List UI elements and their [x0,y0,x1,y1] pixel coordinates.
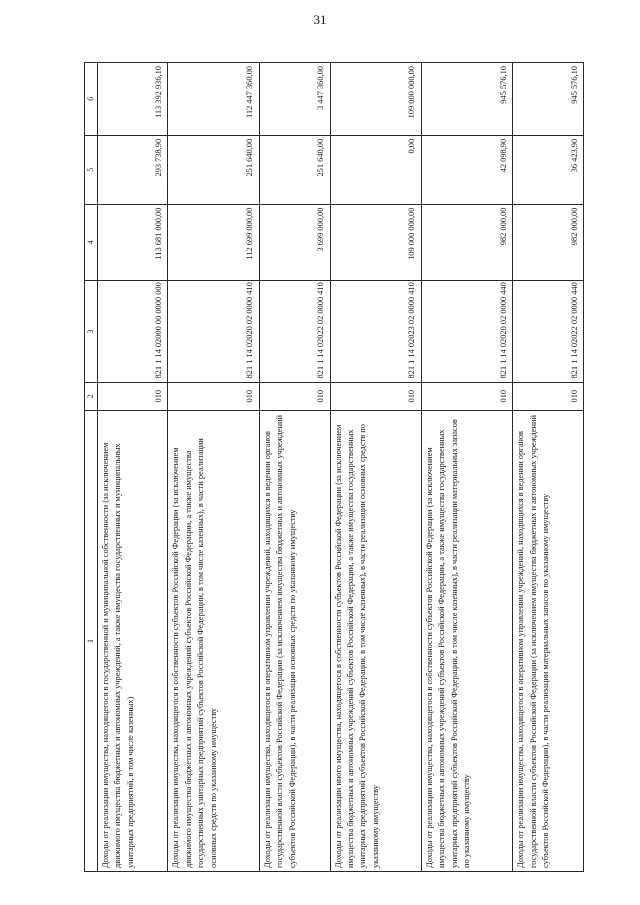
row-budget-code: 821 1 14 02022 02 0000 410 [259,281,330,382]
row-description: Доходы от реализации имущества, находящегося в собственности субъектов Российской Федерации (за исключением имущества бюджетных и автономных учреждений субъектов Российской Федерации, а также имущества государственных унитарных предприятий субъектов Российской Федерации, в том числе казенных), в части реализации материальных запасов по указанному имуществу [421,410,512,871]
row-value-col6: 3 447 360,00 [259,63,330,136]
row-budget-code: 821 1 14 02022 02 0000 440 [513,281,584,382]
row-line-code: 010 [513,382,584,410]
rotated-table-area [84,62,584,872]
header-cell-1: 1 [85,410,98,871]
row-budget-code: 821 1 14 02000 00 0000 000 [97,281,168,382]
row-value-col5: 36 423,90 [513,135,584,204]
row-budget-code: 821 1 14 02020 02 0000 440 [421,281,512,382]
row-description: Доходы от реализации имущества, находящегося в оперативном управлении учреждений, находящихся в ведении органов государственной власти субъектов Российской Федерации (за исключением имущества бюджетных и автономных учреждений субъектов Российской Федерации), в части реализации основных средств по указанному имуществу [259,410,330,871]
row-value-col4: 982 000,00 [421,204,512,281]
table-row [513,63,584,872]
row-value-col4: 982 000,00 [513,204,584,281]
row-value-col4: 112 699 000,00 [168,204,259,281]
table-row [330,63,421,872]
row-value-col5: 251 640,00 [168,135,259,204]
table-rotator [84,62,584,872]
row-value-col6: 109 000 000,00 [330,63,421,136]
row-value-col5: 251 640,00 [259,135,330,204]
row-line-code: 010 [97,382,168,410]
table-row [421,63,512,872]
row-budget-code: 821 1 14 02020 02 0000 410 [168,281,259,382]
row-value-col4: 109 000 000,00 [330,204,421,281]
row-value-col6: 113 392 936,10 [97,63,168,136]
header-cell-3: 3 [85,281,98,382]
row-description: Доходы от реализации имущества, находящегося в собственности субъектов Российской Федерации (за исключением движимого имущества бюджетных и автономных учреждений субъектов Российской Федерации, а также имущества государственных унитарных предприятий субъектов Российской Федерации, в том числе казенных), в части реализации основных средств по указанному имуществу [168,410,259,871]
budget-table [84,62,584,872]
table-row [97,63,168,872]
row-description: Доходы от реализации имущества, находящегося в оперативном управлении учреждений, находящихся в ведении органов государственной власти субъектов Российской Федерации (за исключением имущества бюджетных и автономных учреждений субъектов Российской Федерации), в части реализации материальных запасов по указанному имуществу [513,410,584,871]
page-number: 31 [313,12,327,27]
header-cell-2: 2 [85,382,98,410]
row-value-col5: 293 738,90 [97,135,168,204]
header-row [85,63,98,872]
row-budget-code: 821 1 14 02023 02 0000 410 [330,281,421,382]
row-line-code: 010 [168,382,259,410]
row-description: Доходы от реализации иного имущества, находящегося в собственности субъектов Российской Федерации (за исключением имущества бюджетных и автономных учреждений субъектов Российской Федерации, а также имущества государственных унитарных предприятий субъектов Российской Федерации, в том числе казенных), в части реализации основных средств по указанному имуществу [330,410,421,871]
row-value-col6: 945 576,10 [513,63,584,136]
header-cell-5: 5 [85,135,98,204]
table-row [168,63,259,872]
row-line-code: 010 [421,382,512,410]
row-value-col4: 3 699 000,00 [259,204,330,281]
row-value-col4: 113 681 000,00 [97,204,168,281]
table-row [259,63,330,872]
header-cell-4: 4 [85,204,98,281]
row-value-col5: 42 098,90 [421,135,512,204]
row-value-col6: 112 447 360,00 [168,63,259,136]
row-value-col6: 945 576,10 [421,63,512,136]
row-line-code: 010 [259,382,330,410]
row-description: Доходы от реализации имущества, находящегося в государственной и муниципальной собственности (за исключением движимого имущества бюджетных и автономных учреждений, а также имущества государственных и муниципальных унитарных предприятий, в том числе казенных) [97,410,168,871]
row-line-code: 010 [330,382,421,410]
header-cell-6: 6 [85,63,98,136]
row-value-col5: 0,00 [330,135,421,204]
